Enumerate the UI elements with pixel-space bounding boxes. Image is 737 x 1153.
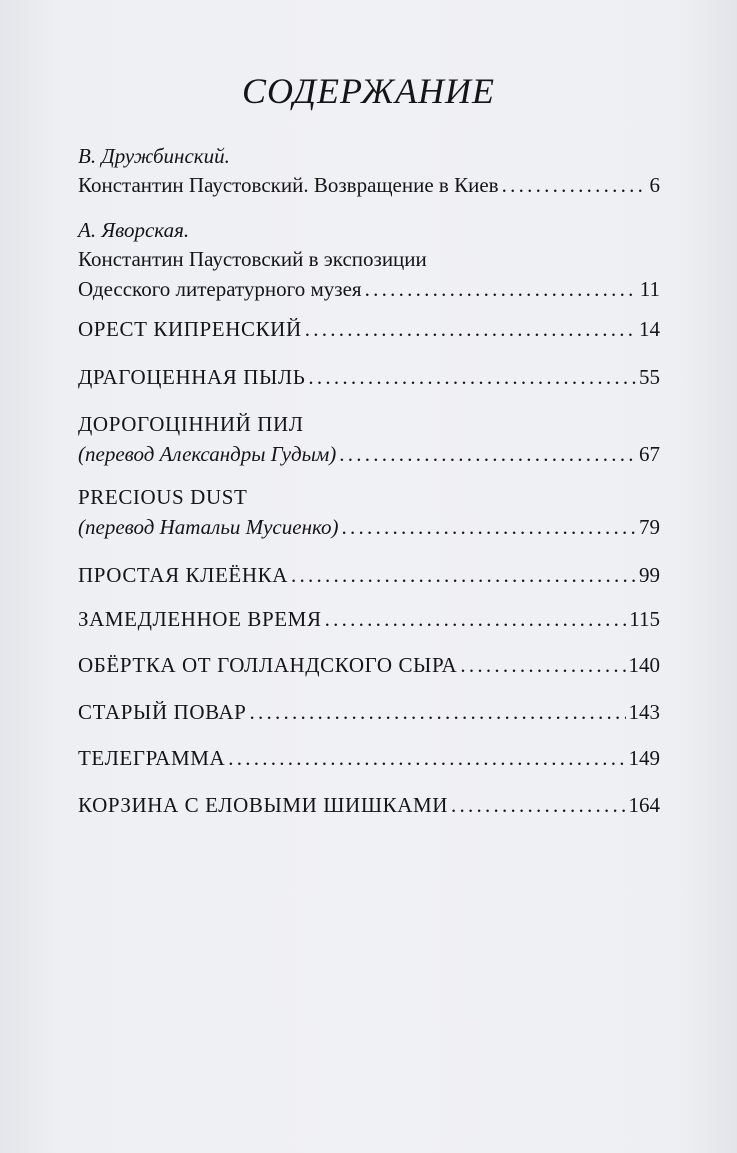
dot-leader xyxy=(339,439,636,469)
page-number: 67 xyxy=(639,442,660,466)
dot-leader xyxy=(342,512,636,542)
toc-entry-stary-povar xyxy=(78,697,660,727)
page-number: 14 xyxy=(639,317,660,341)
page-number: 99 xyxy=(639,563,660,587)
entry-subtitle: (перевод Натальи Мусиенко) xyxy=(78,515,339,539)
entry-title-line xyxy=(78,604,660,634)
toc-entry-korzina xyxy=(78,790,660,820)
toc-entry-zamedlennoe-vremya xyxy=(78,604,660,634)
dot-leader xyxy=(451,790,625,820)
toc-entry-dragotsennaya-pyl xyxy=(78,362,660,392)
entry-title-line xyxy=(78,314,660,344)
entry-title: ОРЕСТ КИПРЕНСКИЙ xyxy=(78,317,302,341)
entry-title: Одесского литературного музея xyxy=(78,277,362,301)
entry-title-line xyxy=(78,362,660,392)
page-number: 6 xyxy=(649,173,660,197)
entry-subtitle-line xyxy=(78,439,660,469)
toc-entry-obyortka xyxy=(78,650,660,680)
entry-title: ОБЁРТКА ОТ ГОЛЛАНДСКОГО СЫРА xyxy=(78,653,458,677)
entry-title-line xyxy=(78,650,660,680)
entry-title: ДОРОГОЦІННИЙ ПИЛ xyxy=(78,412,304,436)
dot-leader xyxy=(502,170,647,200)
entry-title: ДРАГОЦЕННАЯ ПЫЛЬ xyxy=(78,365,306,389)
entry-subtitle: (перевод Александры Гудым) xyxy=(78,442,337,466)
entry-author: А. Яворская. xyxy=(78,218,190,242)
toc-entry-precious-dust xyxy=(78,482,660,542)
entry-title-line xyxy=(78,560,660,590)
page-number: 115 xyxy=(629,607,660,631)
toc-entry-dorogotsinny-pyl xyxy=(78,409,660,469)
toc-entry-telegramma xyxy=(78,743,660,773)
toc-entry-orest-kiprensky xyxy=(78,314,660,344)
entry-subtitle-line xyxy=(78,512,660,542)
dot-leader xyxy=(249,697,625,727)
entry-title-first-line: Константин Паустовский в экспозиции xyxy=(78,247,427,271)
page-number: 143 xyxy=(628,700,660,724)
entry-title-line xyxy=(78,697,660,727)
entry-title-line xyxy=(78,790,660,820)
page-number: 55 xyxy=(639,365,660,389)
entry-title: PRECIOUS DUST xyxy=(78,485,248,509)
page-number: 149 xyxy=(628,746,660,770)
dot-leader xyxy=(228,743,625,773)
toc-entry-yavorskaya xyxy=(78,216,660,304)
dot-leader xyxy=(308,362,636,392)
entry-title: Константин Паустовский. Возвращение в Киев xyxy=(78,173,499,197)
page-number: 79 xyxy=(639,515,660,539)
entry-title-line xyxy=(78,170,660,200)
page-number: 164 xyxy=(628,793,660,817)
dot-leader xyxy=(325,604,627,634)
toc-entry-prostaya-kleyonka xyxy=(78,560,660,590)
page-number: 11 xyxy=(639,277,660,301)
dot-leader xyxy=(305,314,636,344)
entry-title: СТАРЫЙ ПОВАР xyxy=(78,700,247,724)
entry-title: ТЕЛЕГРАММА xyxy=(78,746,226,770)
dot-leader xyxy=(365,274,637,304)
entry-title: ЗАМЕДЛЕННОЕ ВРЕМЯ xyxy=(78,607,322,631)
dot-leader xyxy=(460,650,625,680)
page-title: СОДЕРЖАНИЕ xyxy=(241,71,496,111)
entry-title: КОРЗИНА С ЕЛОВЫМИ ШИШКАМИ xyxy=(78,793,449,817)
dot-leader xyxy=(291,560,636,590)
page-number: 140 xyxy=(628,653,660,677)
entry-title: ПРОСТАЯ КЛЕЁНКА xyxy=(78,563,288,587)
entry-title-line xyxy=(78,274,660,304)
entry-author: В. Дружбинский. xyxy=(78,144,230,168)
toc-entry-druzhbinsky xyxy=(78,142,660,200)
entry-title-line xyxy=(78,743,660,773)
